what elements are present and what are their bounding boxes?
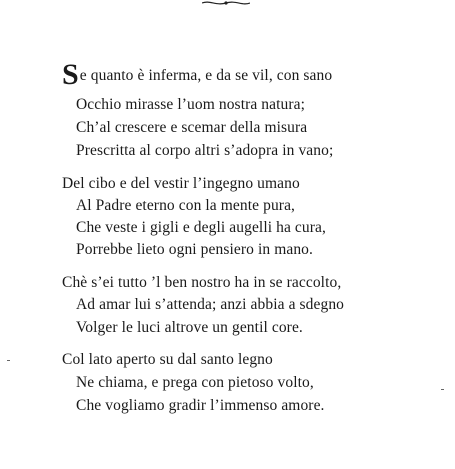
verse-line: Che vogliamo gradir l’immenso amore. bbox=[76, 397, 325, 414]
verse-line: Ne chiama, e prega con pietoso volto, bbox=[76, 374, 314, 391]
verse-text: e quanto è inferma, e da se vil, con sano bbox=[79, 67, 333, 84]
scan-speck bbox=[7, 360, 10, 361]
verse-line bbox=[62, 58, 333, 91]
scan-speck bbox=[441, 389, 444, 390]
verse-line: Al Padre eterno con la mente pura, bbox=[76, 197, 296, 214]
verse-line: Ch’al crescere e scemar della misura bbox=[76, 119, 308, 136]
drop-cap: S bbox=[62, 58, 79, 91]
verse-line: Occhio mirasse l’uom nostra natura; bbox=[76, 96, 306, 113]
verse-line: Volger le luci altrove un gentil core. bbox=[76, 319, 303, 336]
verse-line: Che veste i gigli e degli augelli ha cura, bbox=[76, 219, 326, 236]
verse-line: Prescritta al corpo altri s’adopra in vano; bbox=[76, 142, 334, 159]
verse-line: Col lato aperto su dal santo legno bbox=[62, 351, 273, 368]
verse-line: Chè s’ei tutto ’l ben nostro ha in se raccolto, bbox=[62, 274, 342, 291]
verse-line: Ad amar lui s’attenda; anzi abbia a sdegno bbox=[76, 296, 345, 313]
verse-line: Porrebbe lieto ogni pensiero in mano. bbox=[76, 241, 314, 258]
header-ornament bbox=[202, 0, 250, 6]
verse-line: Del cibo e del vestir l’ingegno umano bbox=[62, 175, 300, 192]
